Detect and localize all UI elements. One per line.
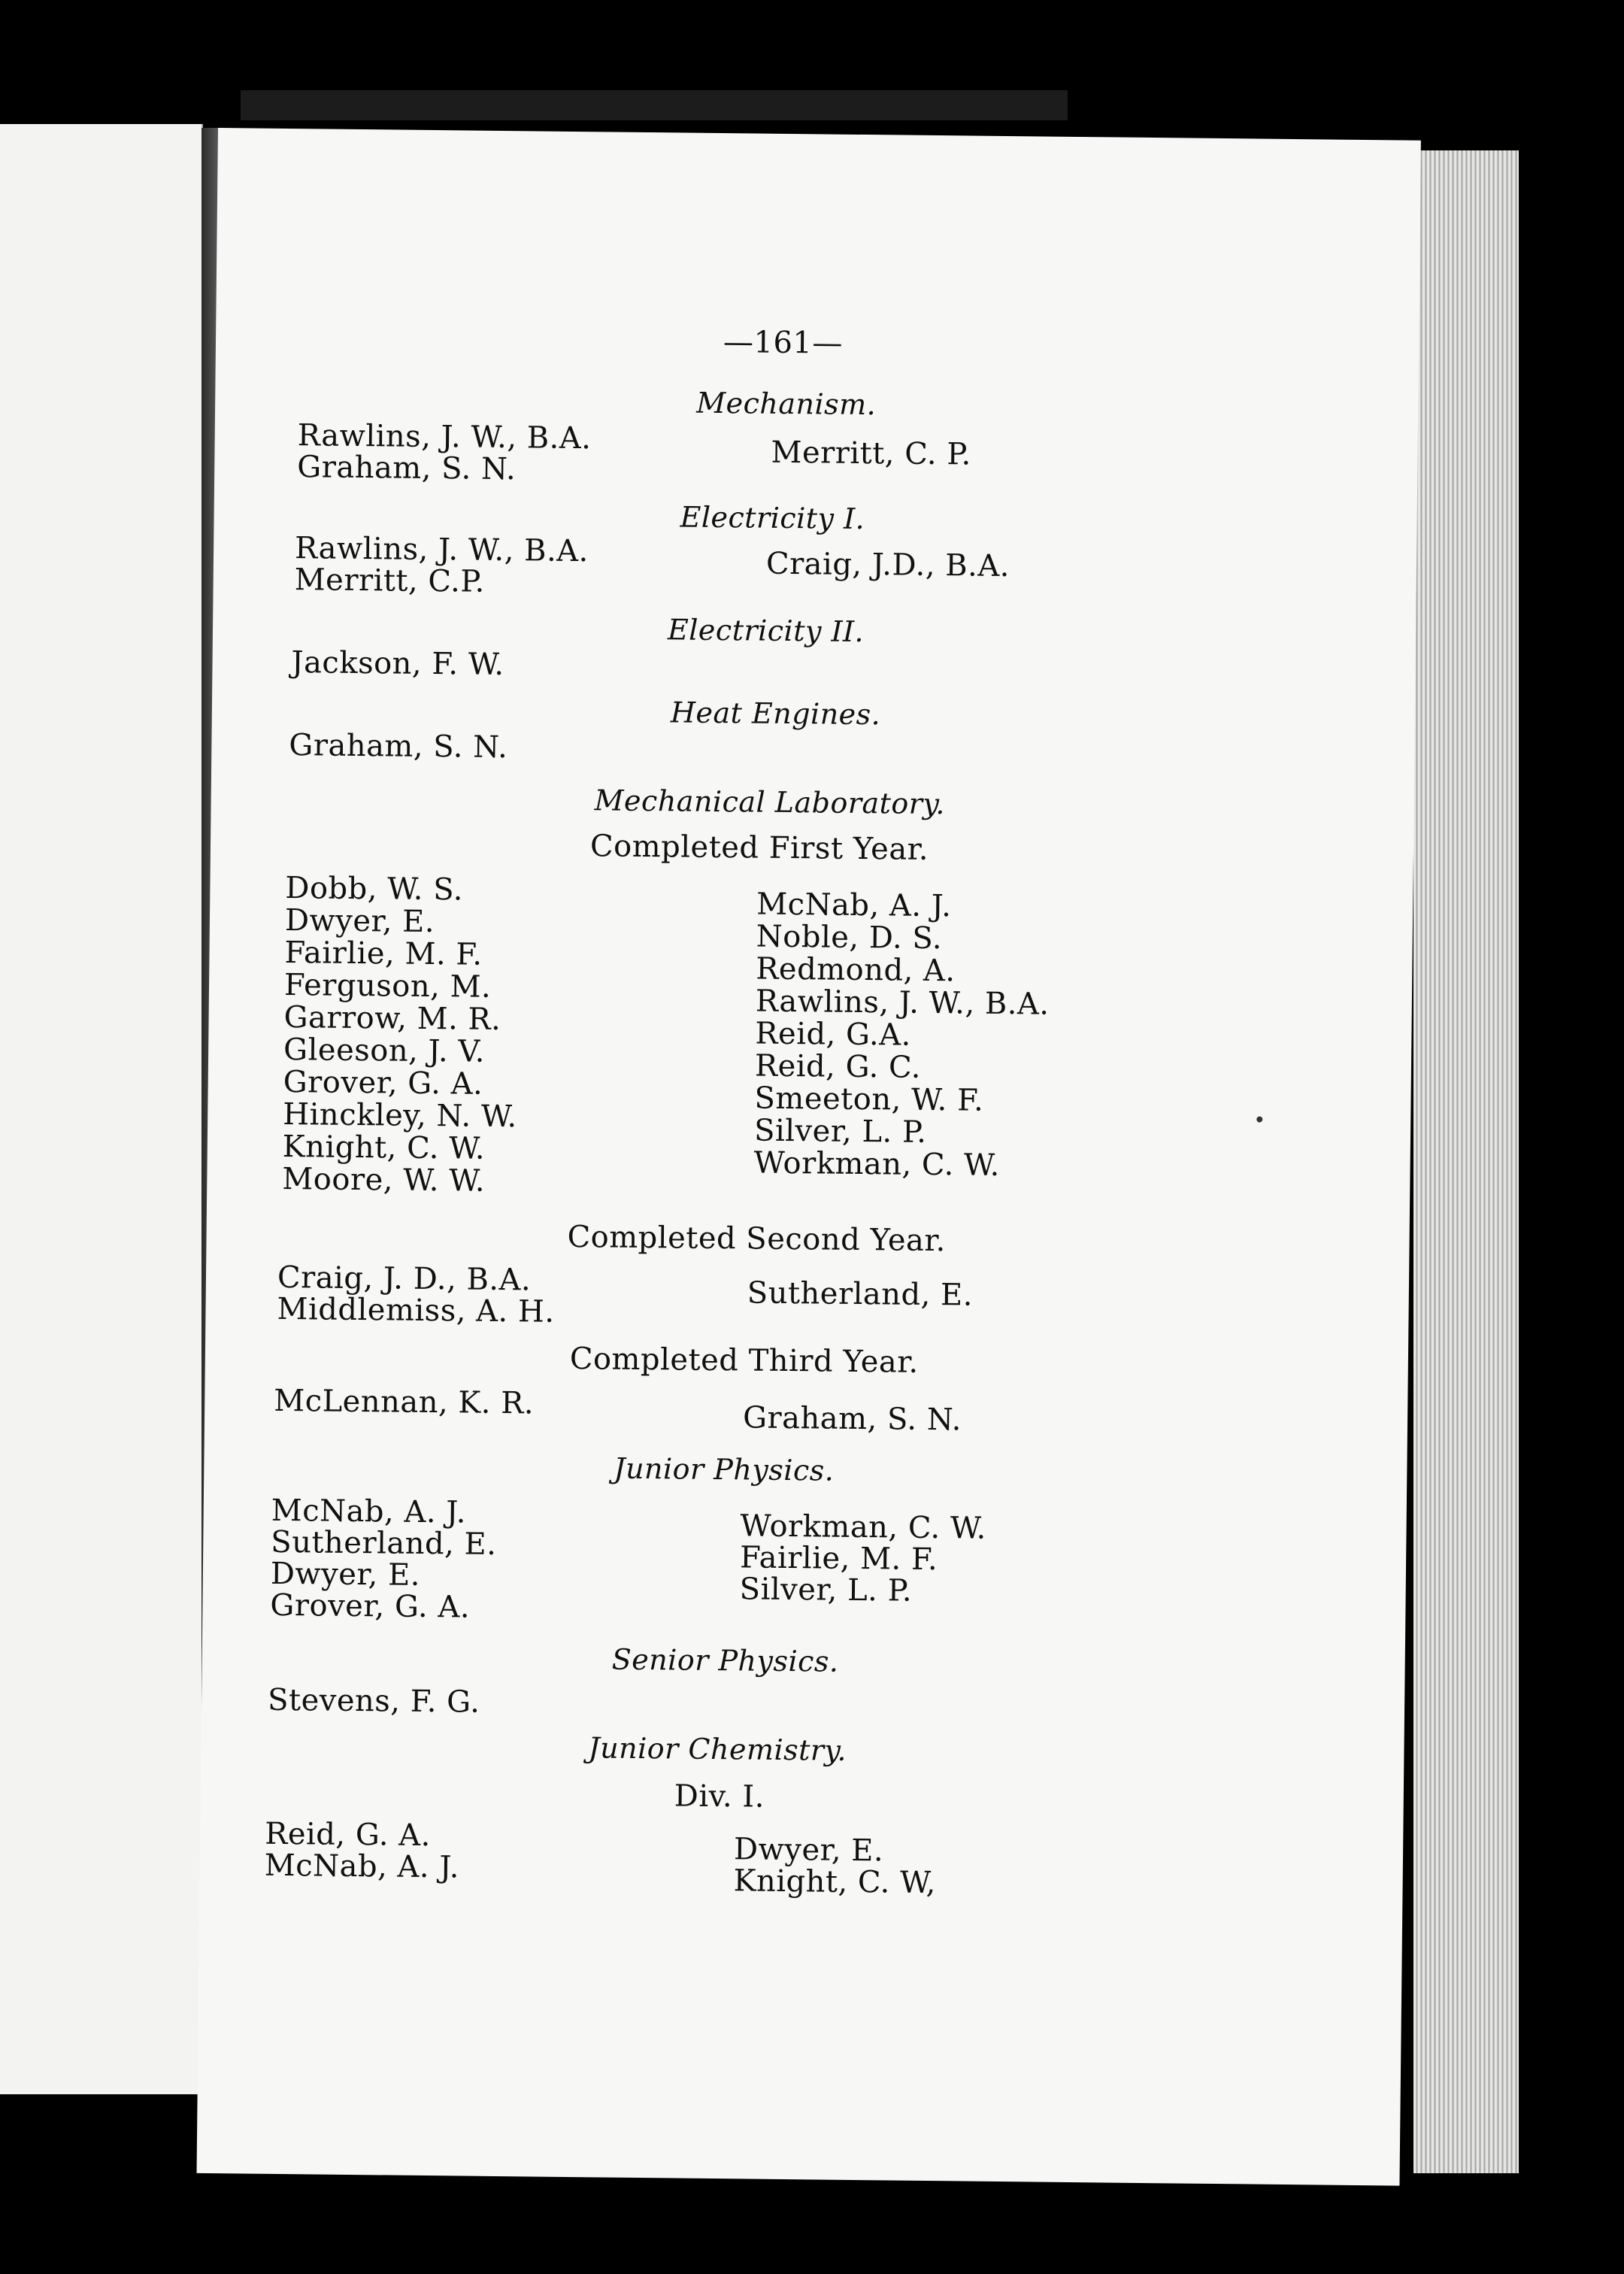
list-item: Dobb, W. S. <box>285 870 464 908</box>
list-item: Graham, S. N. <box>742 1400 962 1438</box>
page-edges <box>1413 150 1519 2173</box>
list-item: Fairlie, M. F. <box>284 935 483 972</box>
list-item: Gleeson, J. V. <box>283 1032 486 1069</box>
page-number: —161— <box>723 325 844 361</box>
list-item: Rawlins, J. W., B.A. <box>294 531 589 569</box>
list-item: Craig, J. D., B.A. <box>277 1260 532 1298</box>
top-shadow <box>241 90 1068 120</box>
section-title-junior-chemistry: Junior Chemistry. <box>588 1731 847 1767</box>
section-title-heat-engines: Heat Engines. <box>670 696 881 732</box>
list-item: Knight, C. W, <box>733 1863 937 1901</box>
list-item: Silver, L. P. <box>753 1113 927 1150</box>
list-item: Stevens, F. G. <box>267 1682 480 1720</box>
subsection-div-1: Div. I. <box>674 1778 765 1815</box>
section-title-electricity-1: Electricity I. <box>680 500 865 536</box>
list-item: Grover, G. A. <box>270 1587 471 1625</box>
list-item: Reid, G.A. <box>755 1016 912 1053</box>
book-page <box>197 128 1421 2186</box>
list-item: Redmond, A. <box>756 951 956 989</box>
section-title-senior-physics: Senior Physics. <box>611 1642 839 1678</box>
list-item: Rawlins, J. W., B.A. <box>755 984 1050 1022</box>
list-item: Moore, W. W. <box>282 1161 486 1199</box>
list-item: Ferguson, M. <box>283 967 492 1005</box>
list-item: Silver, L. P. <box>739 1572 913 1608</box>
list-item: Merritt, C. P. <box>771 435 972 472</box>
subsection-completed-third-year: Completed Third Year. <box>569 1341 919 1380</box>
section-title-mechanism: Mechanism. <box>695 386 877 422</box>
list-item: Workman, C. W. <box>753 1145 1001 1183</box>
list-item: Sutherland, E. <box>271 1524 497 1562</box>
list-item: Graham, S. N. <box>289 728 508 766</box>
list-item: Reid, G. A. <box>265 1816 432 1854</box>
section-title-junior-physics: Junior Physics. <box>614 1451 835 1487</box>
list-item: Reid, G. C. <box>754 1048 922 1085</box>
list-item: Hinckley, N. W. <box>283 1096 517 1135</box>
list-item: Dwyer, E. <box>284 902 435 940</box>
list-item: Craig, J.D., B.A. <box>765 546 1010 584</box>
left-page-edge <box>0 124 203 2094</box>
list-item: Graham, S. N. <box>297 450 517 487</box>
list-item: Grover, G. A. <box>283 1064 483 1102</box>
list-item: Workman, C. W. <box>740 1508 987 1546</box>
subsection-completed-first-year: Completed First Year. <box>589 829 929 867</box>
list-item: McLennan, K. R. <box>274 1383 535 1421</box>
list-item: Smeeton, W. F. <box>754 1081 984 1118</box>
list-item: Fairlie, M. F. <box>739 1540 938 1578</box>
list-item: McNab, A. J. <box>264 1848 460 1885</box>
list-item: Rawlins, J. W., B.A. <box>297 418 592 456</box>
section-title-mechanical-laboratory: Mechanical Laboratory. <box>594 784 946 821</box>
ink-speck <box>1256 1117 1262 1123</box>
list-item: Knight, C. W. <box>282 1129 486 1166</box>
list-item: Middlemiss, A. H. <box>277 1291 555 1330</box>
list-item: Sutherland, E. <box>747 1275 974 1313</box>
list-item: Dwyer, E. <box>270 1556 421 1593</box>
list-item: Noble, D. S. <box>756 919 943 957</box>
list-item: Merritt, C.P. <box>294 562 486 599</box>
subsection-completed-second-year: Completed Second Year. <box>567 1219 947 1259</box>
list-item: Jackson, F. W. <box>291 645 504 683</box>
list-item: McNab, A. J. <box>756 887 952 924</box>
list-item: Garrow, M. R. <box>283 999 501 1038</box>
list-item: Dwyer, E. <box>733 1832 884 1869</box>
section-title-electricity-2: Electricity II. <box>667 613 865 649</box>
list-item: McNab, A. J. <box>271 1493 467 1530</box>
